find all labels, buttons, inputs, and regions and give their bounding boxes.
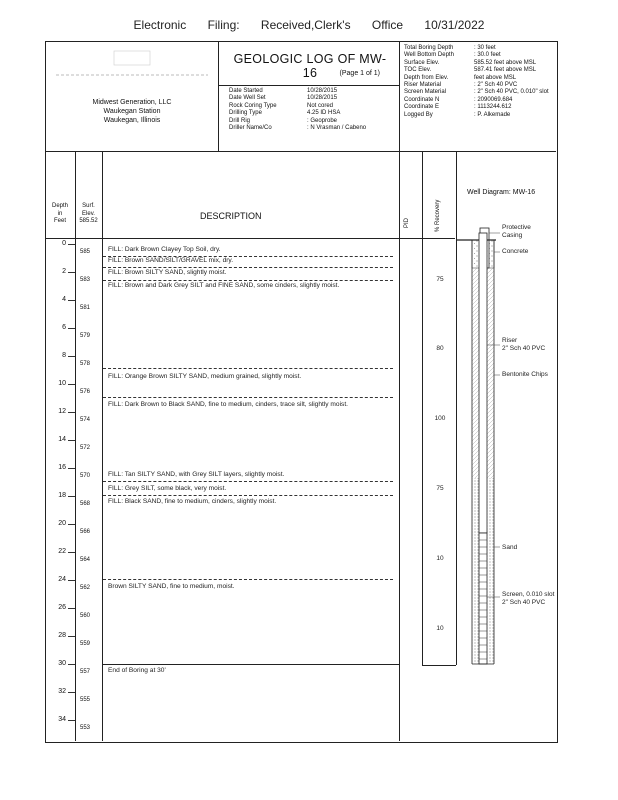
date-row: Date Well Set 10/28/2015	[229, 95, 338, 102]
filing-word: Office	[371, 18, 404, 32]
prop-row: Surface Elev. 585.52 feet above MSL	[404, 59, 537, 66]
elevation-label: 576	[80, 389, 91, 395]
well-label-bentonite: Bentonite Chips	[502, 371, 548, 378]
prop-row: Well Bottom Depth : 30.0 feet	[404, 52, 501, 59]
company-info	[52, 98, 212, 125]
prop-row: Coordinate E : 1113244.612	[404, 104, 512, 111]
recovery-value: 80	[436, 345, 444, 352]
depth-label: 26	[58, 604, 66, 611]
elevation-label: 583	[80, 277, 91, 283]
logo-graphic	[52, 47, 212, 85]
elevation-label: 581	[80, 305, 91, 311]
layer-description: Brown SILTY SAND, fine to medium, moist.	[108, 583, 235, 590]
elevation-label: 572	[80, 445, 91, 451]
well-diagram-title: Well Diagram: MW-16	[467, 189, 536, 196]
well-label-concrete: Concrete	[502, 248, 529, 255]
filing-word: Filing:	[207, 18, 240, 32]
props-block	[404, 45, 554, 119]
depth-label: 4	[62, 296, 66, 303]
elevation-label: 574	[80, 417, 91, 423]
dates-block	[229, 88, 397, 132]
elevation-label: 566	[80, 529, 91, 535]
depth-label: 12	[58, 408, 66, 415]
prop-row: Screen Material : 2" Sch 40 PVC, 0.010" slot	[404, 89, 549, 96]
prop-row: Coordinate N : 2090069.684	[404, 96, 513, 103]
company-station: Waukegan Station	[103, 108, 161, 115]
depth-label: 28	[58, 632, 66, 639]
filing-date: 10/31/2022	[424, 18, 485, 32]
date-row: Date Started 10/28/2015	[229, 88, 338, 94]
depth-label: 10	[58, 380, 66, 387]
elevation-label: 555	[80, 697, 91, 703]
elevation-column-header: Surf. Elev. 585.52	[79, 203, 98, 225]
elevation-label: 560	[80, 613, 91, 619]
recovery-value: 10	[436, 555, 444, 562]
well-label-sand: Sand	[502, 544, 518, 551]
company-logo	[52, 47, 212, 85]
recovery-value: 100	[434, 415, 446, 422]
elevation-label: 557	[80, 669, 91, 675]
depth-label: 6	[62, 324, 66, 331]
depth-label: 18	[58, 492, 66, 499]
prop-row: Depth from Elev. feet above MSL	[404, 74, 517, 81]
company-name: Midwest Generation, LLC	[92, 99, 172, 106]
date-row: Driller Name/Co : N Vrasman / Cabeno	[229, 125, 367, 132]
filing-word: Electronic	[133, 18, 187, 32]
recovery-value: 75	[436, 276, 444, 283]
layer-description: FILL: Brown SAND/SILT/GRAVEL mix, dry.	[108, 257, 234, 264]
well-label-screen: Screen, 0.010 slot 2" Sch 40 PVC	[502, 591, 555, 606]
depth-label: 24	[58, 576, 66, 583]
depth-label: 14	[58, 436, 66, 443]
recovery-value: 10	[436, 625, 444, 632]
elevation-label: 578	[80, 361, 91, 367]
elevation-label: 568	[80, 501, 91, 507]
elevation-label: 564	[80, 557, 91, 563]
layer-description: FILL: Dark Brown Clayey Top Soil, dry.	[108, 246, 221, 253]
prop-row: Logged By : P. Alkemade	[404, 111, 511, 118]
elevation-label: 585	[80, 249, 91, 255]
recovery-column-header: % Recovery	[435, 199, 441, 232]
depth-label: 0	[62, 240, 66, 247]
layer-description: FILL: Dark Brown to Black SAND, fine to medium, cinders, trace silt, slightly moist.	[108, 401, 349, 408]
filing-word: Received,Clerk's	[260, 18, 351, 32]
depth-label: 30	[58, 660, 66, 667]
well-label-casing: Protective Casing	[502, 224, 531, 239]
elevation-label: 553	[80, 725, 91, 731]
well-label-riser: Riser 2" Sch 40 PVC	[502, 337, 546, 352]
depth-label: 32	[58, 688, 66, 695]
depth-label: 22	[58, 548, 66, 555]
layer-description: FILL: Grey SILT, some black, very moist.	[108, 485, 227, 492]
well-diagram	[456, 225, 504, 670]
page-number: (Page 1 of 1)	[339, 70, 380, 77]
elevation-label: 570	[80, 473, 91, 479]
elevation-label: 562	[80, 585, 91, 591]
description-column-header: DESCRIPTION	[200, 211, 262, 221]
date-row: Rock Coring Type Not cored	[229, 102, 334, 109]
pid-column-header: PID	[404, 217, 410, 228]
depth-label: 20	[58, 520, 66, 527]
layer-description: FILL: Tan SILTY SAND, with Grey SILT layers, slightly moist.	[108, 471, 285, 478]
elevation-label: 559	[80, 641, 91, 647]
layer-description: FILL: Black SAND, fine to medium, cinders, slightly moist.	[108, 498, 277, 505]
date-row: Drill Rig : Geoprobe	[229, 117, 338, 124]
filing-stamp	[0, 18, 618, 32]
depth-label: 34	[58, 716, 66, 723]
recovery-value: 75	[436, 485, 444, 492]
depth-label: 8	[62, 352, 66, 359]
layer-description: End of Boring at 30'	[108, 667, 166, 674]
layer-description: FILL: Brown and Dark Grey SILT and FINE SAND, some cinders, slightly moist.	[108, 282, 340, 289]
company-city: Waukegan, Illinois	[103, 117, 161, 124]
depth-column-header: Depth in Feet	[51, 203, 68, 225]
elevation-label: 579	[80, 333, 91, 339]
layer-description: FILL: Orange Brown SILTY SAND, medium grained, slightly moist.	[108, 373, 302, 380]
prop-row: Riser Material : 2" Sch 40 PVC	[404, 82, 518, 89]
depth-label: 16	[58, 464, 66, 471]
date-row: Drilling Type 4.25 ID HSA	[229, 110, 341, 117]
prop-row: Total Boring Depth : 30 feet	[404, 45, 496, 51]
layer-description: FILL: Brown SILTY SAND, slightly moist.	[108, 269, 227, 276]
log-title: GEOLOGIC LOG OF MW-16	[233, 52, 387, 80]
depth-label: 2	[62, 268, 66, 275]
prop-row: TOC Elev. 587.41 feet above MSL	[404, 67, 537, 74]
